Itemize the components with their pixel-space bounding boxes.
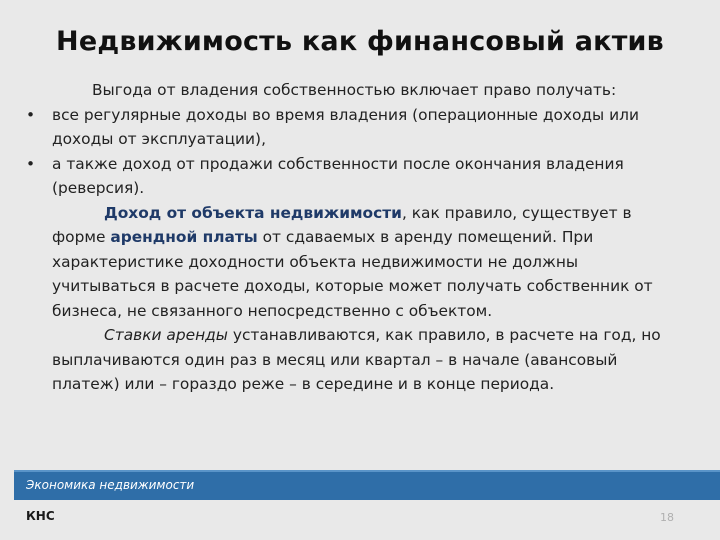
- footer-bar: [14, 470, 720, 500]
- page-number: 18: [660, 511, 674, 524]
- paragraph-text: от сдаваемых в аренду помещений. При характеристике доходности объекта недвижимости не должны учитываться в расчете доходы, которые может получать собственник от бизнеса, не связанного непосредственно с объектом.: [52, 228, 653, 320]
- bullet-item: [24, 103, 684, 152]
- income-paragraph: [24, 201, 684, 324]
- term-rent-rates: Ставки аренды: [104, 326, 228, 344]
- rent-rates-paragraph: [24, 323, 684, 397]
- bullet-text: а также доход от продажи собственности после окончания владения (реверсия).: [52, 154, 624, 197]
- term-property-income: Доход от объекта недвижимости: [104, 203, 402, 222]
- bullet-text: все регулярные доходы во время владения (операционные доходы или доходы от эксплуатации),: [52, 105, 639, 148]
- paragraph-text: , как правило, существует в форме: [52, 203, 632, 246]
- intro-text: Выгода от владения собственностью включает право получать:: [92, 81, 617, 99]
- bullet-icon: •: [26, 105, 36, 124]
- paragraph-text: устанавливаются, как правило, в расчете на год, но выплачиваются один раз в месяц или квартал – в начале (авансовый платеж) или – гораздо реже – в середине и в конце периода.: [52, 326, 661, 393]
- slide-body: [24, 78, 684, 397]
- footer-code: КНС: [26, 509, 55, 523]
- bullet-item: [24, 152, 684, 201]
- slide-title: Недвижимость как финансовый актив: [56, 26, 664, 57]
- course-name: Экономика недвижимости: [26, 478, 195, 492]
- term-rent: арендной платы: [110, 228, 258, 246]
- bullet-icon: •: [26, 154, 36, 173]
